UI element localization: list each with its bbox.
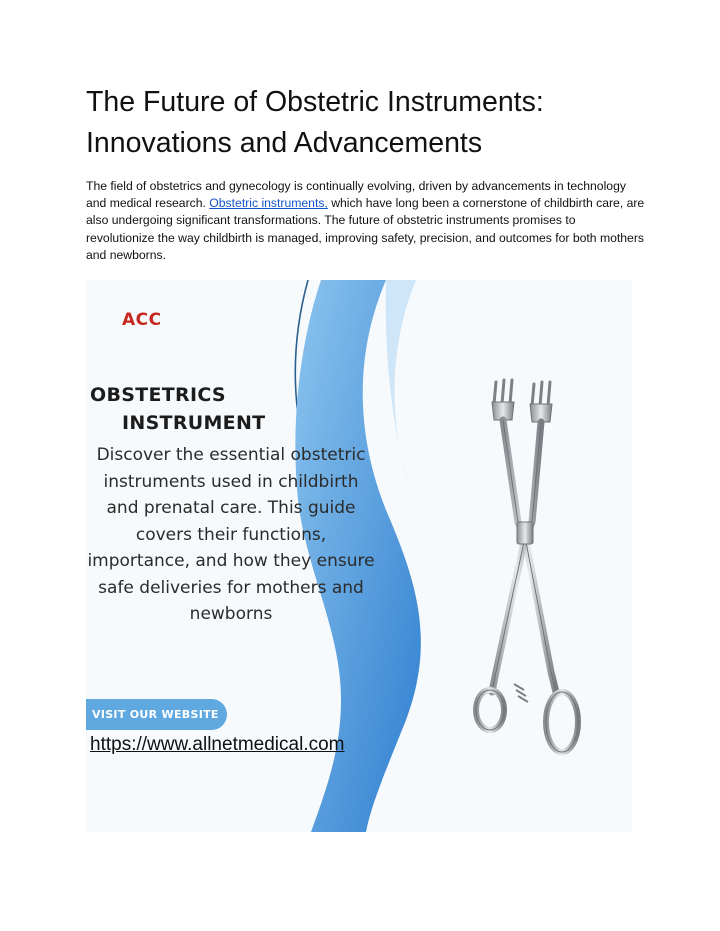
banner-description: Discover the essential obstetric instruments used in childbirth and prenatal care. This guide covers their functions, importance, and how they ensure safe deliveries for mothers and newborns (87, 445, 375, 624)
banner-heading-line1: OBSTETRICS (90, 384, 226, 406)
website-url[interactable]: https://www.allnetmedical.com (90, 734, 345, 755)
page-title: The Future of Obstetric Instruments: Innovations and Advancements (86, 86, 544, 159)
acc-logo: ACC (122, 310, 162, 330)
promo-banner-image (86, 280, 632, 832)
intro-text-before: The field of obstetrics and gynecology is continually evolving, driven by advancements in technology and medical research. (86, 179, 626, 211)
visit-website-button[interactable]: VISIT OUR WEBSITE (86, 699, 227, 730)
obstetric-instruments-link[interactable]: Obstetric instruments, (209, 196, 328, 211)
banner-heading-line2: INSTRUMENT (122, 412, 266, 434)
intro-paragraph (86, 178, 646, 264)
forceps-instrument-icon (466, 372, 596, 812)
intro-text-after: which have long been a cornerstone of childbirth care, are also undergoing significant transformations. The future of obstetric instruments promises to revolutionize the way childbirth is managed, improving safety, precision, and outcomes for both mothers and newborns. (86, 196, 645, 262)
